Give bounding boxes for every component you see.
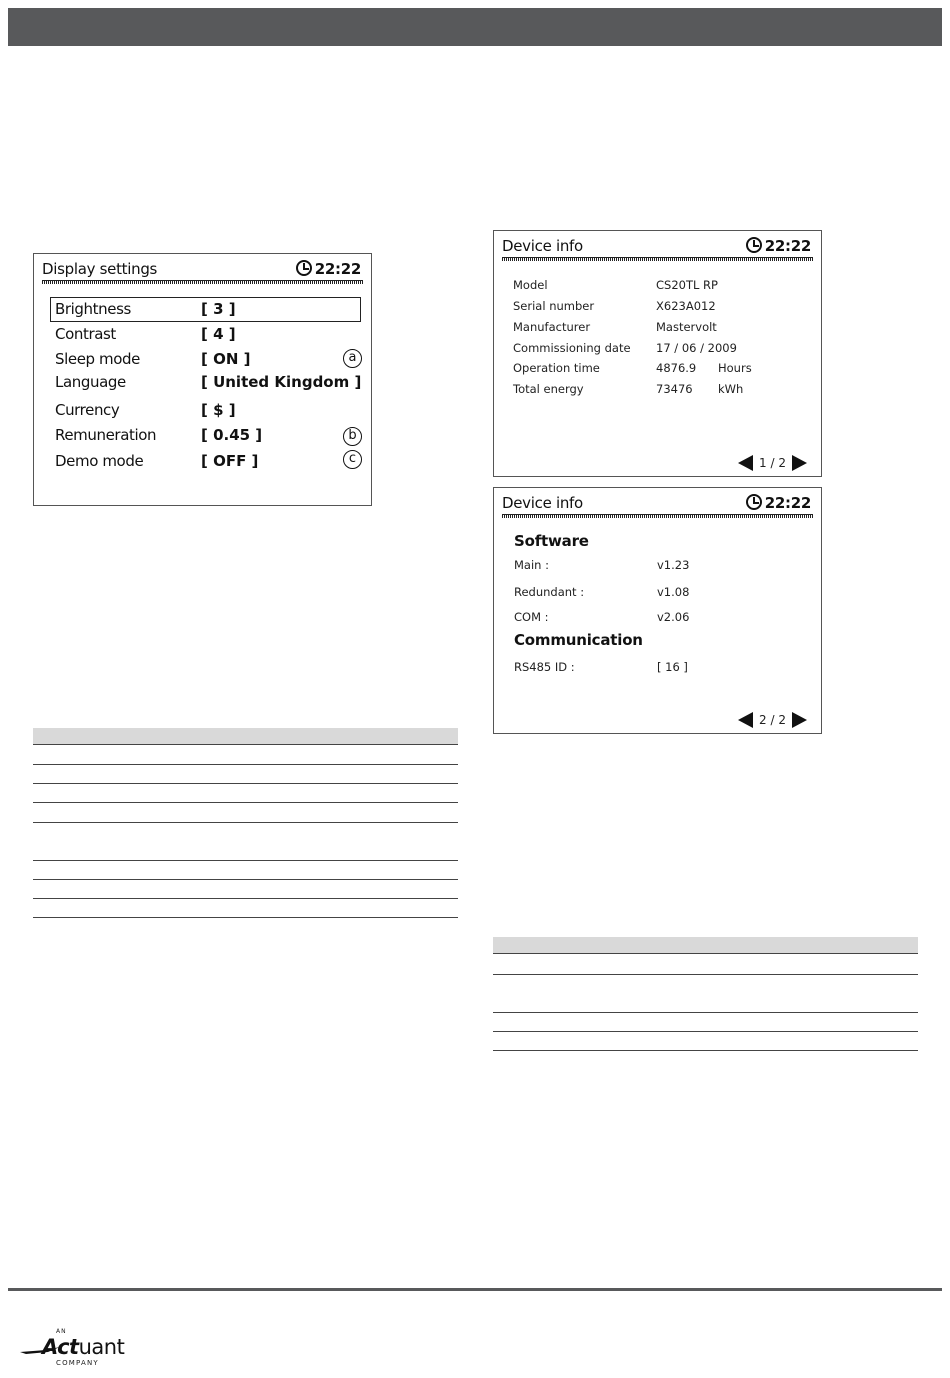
table-row-divider [33, 783, 458, 784]
info-value-total-energy: 73476 [656, 382, 693, 396]
software-value-com: v2.06 [657, 610, 690, 624]
arrow-right-icon[interactable] [792, 455, 807, 471]
info-row-total-energy [513, 382, 584, 396]
callout-b: b [343, 427, 362, 446]
table-header [493, 937, 918, 954]
table-header [33, 728, 458, 745]
setting-value: [ OFF ] [201, 452, 259, 470]
logo-wordmark: Actuant [42, 1335, 125, 1359]
screen-clock [746, 237, 811, 255]
setting-value: [ 0.45 ] [201, 426, 263, 444]
arrow-left-icon[interactable] [738, 712, 753, 728]
setting-label: Currency [55, 401, 120, 419]
table-row-divider [493, 1012, 918, 1013]
info-value-manufacturer: Mastervolt [656, 320, 717, 334]
table-row-divider [33, 822, 458, 823]
setting-label: Demo mode [55, 452, 144, 470]
info-unit-total-energy: kWh [718, 382, 744, 396]
setting-label: Remuneration [55, 426, 157, 444]
setting-label: Contrast [55, 325, 116, 343]
screen-clock [296, 260, 361, 278]
screen-title: Device info [502, 237, 583, 255]
setting-label: Brightness [55, 300, 131, 318]
screen-header [42, 258, 363, 280]
clock-time: 22:22 [314, 260, 361, 278]
info-label: Operation time [513, 361, 600, 375]
comm-label-rs485: RS485 ID : [514, 660, 575, 674]
software-label-main: Main : [514, 558, 549, 572]
info-row-serial [513, 299, 594, 313]
comm-value-rs485: [ 16 ] [657, 660, 688, 674]
setting-value: [ ON ] [201, 350, 251, 368]
table-row-divider [33, 917, 458, 918]
table-row-divider [493, 1050, 918, 1051]
setting-value: [ 3 ] [201, 300, 236, 318]
communication-heading: Communication [514, 631, 643, 649]
device-info-screen-1 [493, 230, 822, 477]
info-value-commissioning: 17 / 06 / 2009 [656, 341, 737, 355]
info-label: Serial number [513, 299, 595, 313]
software-heading: Software [514, 532, 589, 550]
setting-value: [ 4 ] [201, 325, 236, 343]
table-row-divider [493, 1031, 918, 1032]
page-indicator: 2 / 2 [759, 713, 786, 727]
screen-title: Display settings [42, 260, 158, 278]
screen-header [502, 492, 813, 514]
clock-icon [746, 237, 762, 253]
software-value-main: v1.23 [657, 558, 690, 572]
callout-a: a [343, 349, 362, 368]
setting-label: Language [55, 373, 126, 391]
info-value-model: CS20TL RP [656, 278, 718, 292]
setting-label: Sleep mode [55, 350, 140, 368]
display-settings-screen [33, 253, 372, 506]
pager [738, 712, 807, 730]
info-label: Total energy [513, 382, 584, 396]
software-label-redundant: Redundant : [514, 585, 585, 599]
setting-value: [ $ ] [201, 401, 236, 419]
header-divider [502, 514, 813, 518]
header-bar [8, 8, 942, 46]
table-row-divider [493, 974, 918, 975]
info-label: Model [513, 278, 548, 292]
arrow-right-icon[interactable] [792, 712, 807, 728]
footer-rule [8, 1288, 942, 1291]
table-row-divider [33, 802, 458, 803]
clock-icon [746, 494, 762, 510]
clock-time: 22:22 [764, 494, 811, 512]
screen-header [502, 235, 813, 257]
info-value-serial: X623A012 [656, 299, 716, 313]
settings-table [33, 728, 458, 918]
device-info-table [493, 937, 918, 1052]
device-info-screen-2 [493, 487, 822, 734]
callout-c: c [343, 450, 362, 469]
table-row-divider [33, 764, 458, 765]
info-row-operation-time [513, 361, 600, 375]
screen-clock [746, 494, 811, 512]
table-row-divider [33, 860, 458, 861]
info-unit-operation-time: Hours [718, 361, 752, 375]
info-label: Manufacturer [513, 320, 591, 334]
info-row-manufacturer [513, 320, 590, 334]
logo-an: AN [56, 1328, 67, 1335]
header-divider [42, 280, 363, 284]
info-label: Commissioning date [513, 341, 631, 355]
software-value-redundant: v1.08 [657, 585, 690, 599]
info-value-operation-time: 4876.9 [656, 361, 697, 375]
clock-icon [296, 260, 312, 276]
pager [738, 455, 807, 473]
page-indicator: 1 / 2 [759, 456, 786, 470]
table-row-divider [33, 898, 458, 899]
clock-time: 22:22 [764, 237, 811, 255]
info-row-commissioning [513, 341, 631, 355]
setting-value: [ United Kingdom ] [201, 373, 362, 391]
table-row-divider [33, 879, 458, 880]
screen-title: Device info [502, 494, 583, 512]
logo-company: COMPANY [56, 1359, 99, 1367]
arrow-left-icon[interactable] [738, 455, 753, 471]
info-row-model [513, 278, 548, 292]
actuant-logo [20, 1328, 130, 1372]
header-divider [502, 257, 813, 261]
software-label-com: COM : [514, 610, 549, 624]
